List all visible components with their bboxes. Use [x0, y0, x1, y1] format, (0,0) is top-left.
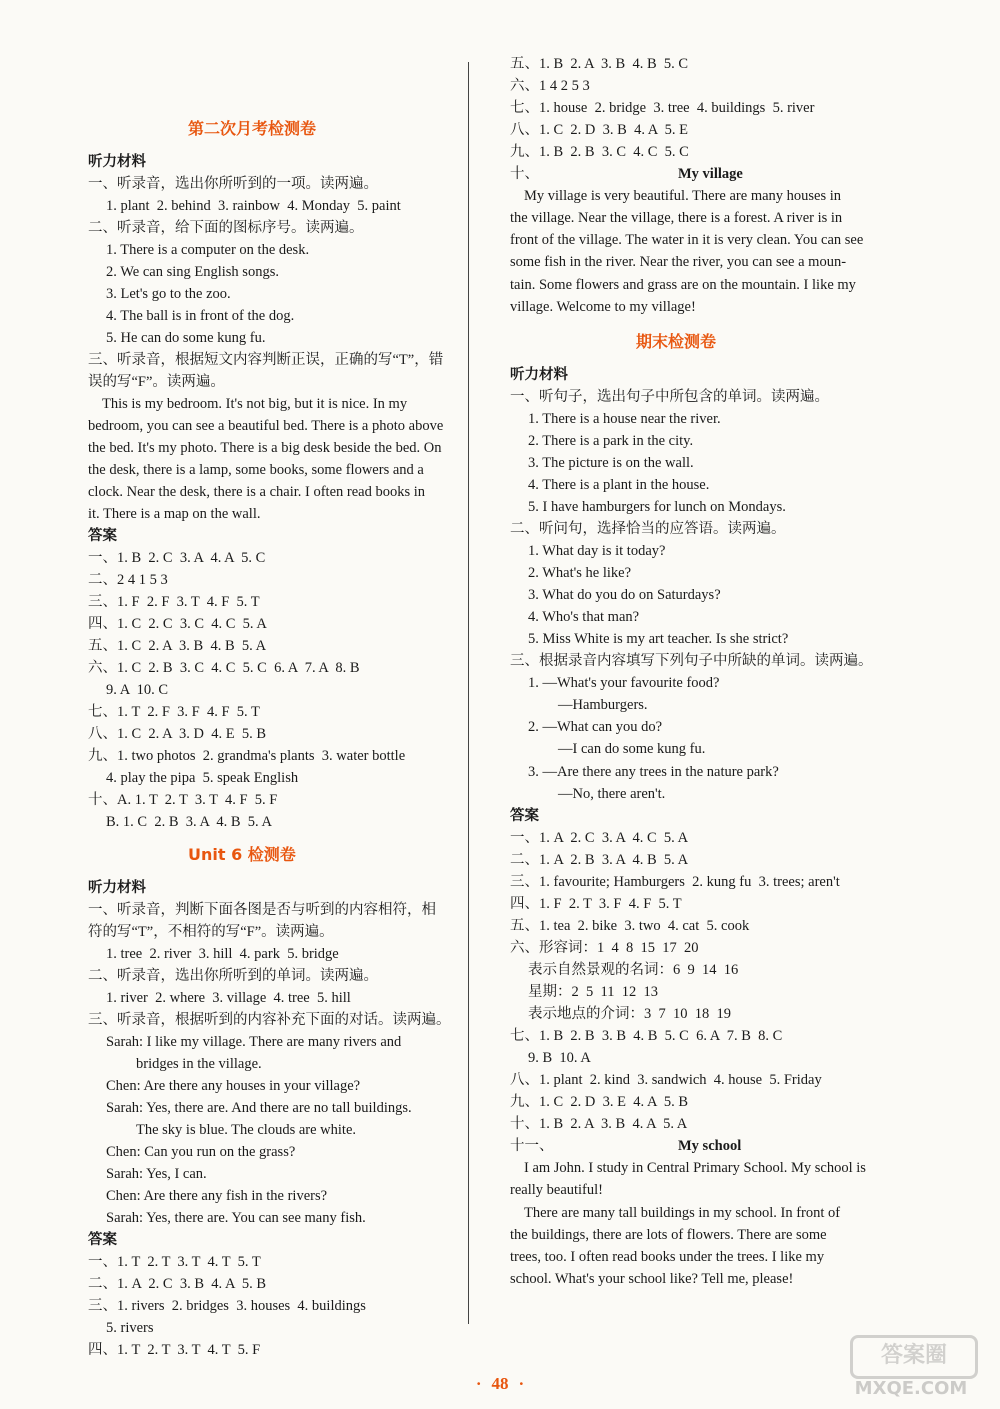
essay-heading-line [510, 1136, 742, 1156]
text-line: 一、1. B 2. C 3. A 4. A 5. C [88, 550, 266, 566]
text-line: 三、根据录音内容填写下列句子中所缺的单词。读两遍。 [510, 653, 873, 670]
text-line: 二、1. A 2. C 3. B 4. A 5. B [88, 1276, 267, 1292]
text-line: 4. There is a plant in the house. [528, 476, 710, 493]
text-line: 三、听录音，根据短文内容判断正误，正确的写“T”，错 [88, 352, 444, 368]
text-line: 2. There is a park in the city. [528, 432, 694, 449]
text-line: 二、听问句，选择恰当的应答语。读两遍。 [510, 520, 786, 537]
text-line: it. There is a map on the wall. [88, 506, 261, 522]
text-line: front of the village. The water in it is very clean. You can see [510, 232, 864, 249]
text-line: 十、1. B 2. A 3. B 4. A 5. A [510, 1116, 688, 1133]
text-line: 二、听录音，选出你所听到的单词。读两遍。 [88, 968, 378, 984]
section-title: 第二次月考检测卷 [188, 119, 317, 138]
text-line: My village is very beautiful. There are many houses in [524, 188, 842, 205]
text-line: clock. Near the desk, there is a chair. I often read books in [88, 484, 425, 500]
text-line: the buildings, there are lots of flowers. There are some [510, 1226, 827, 1243]
text-line: 七、1. T 2. F 3. F 4. F 5. T [88, 704, 260, 720]
text-line: The sky is blue. The clouds are white. [136, 1122, 356, 1138]
text-line: trees, too. I often read books under the trees. I like my [510, 1248, 825, 1265]
text-line: —I can do some kung fu. [558, 741, 706, 758]
text-line: 1. There is a computer on the desk. [106, 242, 310, 258]
text-line: 3. Let's go to the zoo. [106, 286, 231, 302]
question-number: 十、 [510, 166, 539, 183]
text-line: 六、1 4 2 5 3 [510, 78, 590, 95]
essay-heading-line [510, 164, 743, 184]
text-line: 符的写“T”，不相符的写“F”。读两遍。 [88, 924, 334, 940]
text-line: 表示地点的介词：3 7 10 18 19 [528, 1006, 731, 1023]
text-line: There are many tall buildings in my school. In front of [524, 1204, 841, 1221]
text-line: Sarah: Yes, there are. You can see many fish. [106, 1210, 366, 1226]
text-line: 三、1. favourite; Hamburgers 2. kung fu 3. trees; aren't [510, 873, 840, 890]
text-line: 四、1. F 2. T 3. F 4. F 5. T [510, 895, 682, 912]
text-line: 2. We can sing English songs. [106, 264, 279, 280]
text-line: 5. rivers [106, 1320, 154, 1336]
text-line: 三、听录音，根据听到的内容补充下面的对话。读两遍。 [88, 1012, 451, 1028]
text-line: 六、1. C 2. B 3. C 4. C 5. C 6. A 7. A 8. B [88, 660, 360, 676]
text-line: 一、听录音，判断下面各图是否与听到的内容相符，相 [88, 902, 436, 918]
text-line: Sarah: I like my village. There are many rivers and [106, 1034, 402, 1050]
subsection-heading: 听力材料 [88, 154, 146, 170]
text-line: B. 1. C 2. B 3. A 4. B 5. A [106, 814, 272, 830]
text-line: 七、1. house 2. bridge 3. tree 4. buildings 5. river [510, 100, 815, 117]
text-line: 二、1. A 2. B 3. A 4. B 5. A [510, 851, 689, 868]
text-line: 一、听句子，选出句子中所包含的单词。读两遍。 [510, 388, 829, 405]
page-number: · 48 · [475, 1374, 525, 1393]
text-line: 4. play the pipa 5. speak English [106, 770, 299, 786]
text-line: the bed. It's my photo. There is a big desk beside the bed. On [88, 440, 442, 456]
text-line: 五、1. B 2. A 3. B 4. B 5. C [510, 56, 689, 72]
text-line: 七、1. B 2. B 3. B 4. B 5. C 6. A 7. B 8. C [510, 1028, 783, 1045]
text-line: 5. I have hamburgers for lunch on Mondays. [528, 498, 786, 515]
question-number: 十一、 [510, 1138, 554, 1155]
essay-title: My village [678, 166, 743, 183]
text-line: 二、听录音，给下面的图标序号。读两遍。 [88, 220, 364, 236]
section-title: Unit 6 检测卷 [188, 845, 296, 864]
text-line: 9. A 10. C [106, 682, 169, 698]
text-line: 六、形容词：1 4 8 15 17 20 [510, 939, 699, 956]
text-line: bridges in the village. [136, 1056, 262, 1072]
text-line: 5. Miss White is my art teacher. Is she strict? [528, 631, 789, 648]
text-line: 1. There is a house near the river. [528, 410, 721, 427]
text-line: 星期：2 5 11 12 13 [528, 984, 658, 1000]
text-line: 9. B 10. A [528, 1050, 591, 1067]
text-line: 4. Who's that man? [528, 609, 640, 626]
essay-title: My school [678, 1138, 742, 1155]
text-line: 四、1. T 2. T 3. T 4. T 5. F [88, 1342, 261, 1358]
text-line: 五、1. C 2. A 3. B 4. B 5. A [88, 638, 267, 654]
text-line: 1. What day is it today? [528, 543, 666, 559]
text-line: bedroom, you can see a beautiful bed. There is a photo above [88, 418, 444, 434]
text-line: some fish in the river. Near the river, you can see a moun- [510, 254, 847, 271]
text-line: Sarah: Yes, there are. And there are no tall buildings. [106, 1100, 412, 1116]
text-line: 2. —What can you do? [528, 719, 663, 736]
watermark-logo-mark: 答案圈 [850, 1335, 978, 1379]
text-line: school. What's your school like? Tell me, please! [510, 1270, 794, 1287]
text-line: tain. Some flowers and grass are on the mountain. I like my [510, 276, 856, 293]
text-line: 十、A. 1. T 2. T 3. T 4. F 5. F [88, 792, 278, 808]
text-line: 3. The picture is on the wall. [528, 454, 694, 471]
text-line: 三、1. F 2. F 3. T 4. F 5. T [88, 594, 260, 610]
text-line: 1. river 2. where 3. village 4. tree 5. hill [106, 990, 351, 1006]
text-line: village. Welcome to my village! [510, 298, 696, 315]
text-line: 一、听录音，选出你所听到的一项。读两遍。 [88, 176, 378, 192]
subsection-heading: 听力材料 [510, 366, 568, 383]
text-line: 九、1. two photos 2. grandma's plants 3. water bottle [88, 748, 406, 764]
text-line: 4. The ball is in front of the dog. [106, 308, 295, 324]
text-line: the desk, there is a lamp, some books, some flowers and a [88, 462, 424, 478]
text-line: 1. —What's your favourite food? [528, 675, 720, 692]
text-line: —Hamburgers. [558, 697, 648, 714]
text-line: This is my bedroom. It's not big, but it is nice. In my [102, 396, 408, 412]
text-line: 一、1. A 2. C 3. A 4. C 5. A [510, 829, 689, 846]
text-line: 1. tree 2. river 3. hill 4. park 5. bridge [106, 946, 339, 962]
text-line: 八、1. C 2. D 3. B 4. A 5. E [510, 122, 689, 139]
text-line: 2. What's he like? [528, 565, 632, 582]
text-line: Sarah: Yes, I can. [106, 1166, 207, 1182]
text-line: 八、1. C 2. A 3. D 4. E 5. B [88, 726, 267, 742]
text-line: 3. What do you do on Saturdays? [528, 587, 721, 604]
text-line: 三、1. rivers 2. bridges 3. houses 4. buildings [88, 1298, 366, 1314]
text-line: 3. —Are there any trees in the nature park? [528, 763, 779, 780]
text-line: I am John. I study in Central Primary School. My school is [524, 1160, 866, 1177]
text-line: really beautiful! [510, 1182, 603, 1199]
text-line: 九、1. B 2. B 3. C 4. C 5. C [510, 144, 689, 161]
text-line: 五、1. tea 2. bike 3. two 4. cat 5. cook [510, 917, 750, 934]
text-line: 5. He can do some kung fu. [106, 330, 266, 346]
text-line: 一、1. T 2. T 3. T 4. T 5. T [88, 1254, 261, 1270]
text-line: 二、2 4 1 5 3 [88, 572, 168, 588]
text-line: 八、1. plant 2. kind 3. sandwich 4. house 5. Friday [510, 1072, 822, 1089]
text-line: 九、1. C 2. D 3. E 4. A 5. B [510, 1094, 689, 1111]
text-line: Chen: Are there any fish in the rivers? [106, 1188, 328, 1204]
watermark-site: MXQE.COM [854, 1378, 968, 1399]
section-title: 期末检测卷 [636, 331, 717, 351]
text-line: —No, there aren't. [558, 785, 666, 802]
text-line: 表示自然景观的名词：6 9 14 16 [528, 961, 739, 978]
text-line: 1. plant 2. behind 3. rainbow 4. Monday 5. paint [106, 198, 401, 214]
watermark-logo [840, 1335, 982, 1399]
text-line: 误的写“F”。读两遍。 [88, 374, 225, 390]
subsection-heading: 答案 [88, 1232, 117, 1248]
subsection-heading: 听力材料 [88, 880, 146, 896]
text-line: Chen: Are there any houses in your village? [106, 1078, 361, 1094]
text-line: 四、1. C 2. C 3. C 4. C 5. A [88, 616, 267, 632]
subsection-heading: 答案 [510, 807, 539, 824]
column-divider [468, 62, 469, 1324]
subsection-heading: 答案 [88, 528, 117, 544]
text-line: the village. Near the village, there is a forest. A river is in [510, 210, 843, 227]
text-line: Chen: Can you run on the grass? [106, 1144, 296, 1160]
